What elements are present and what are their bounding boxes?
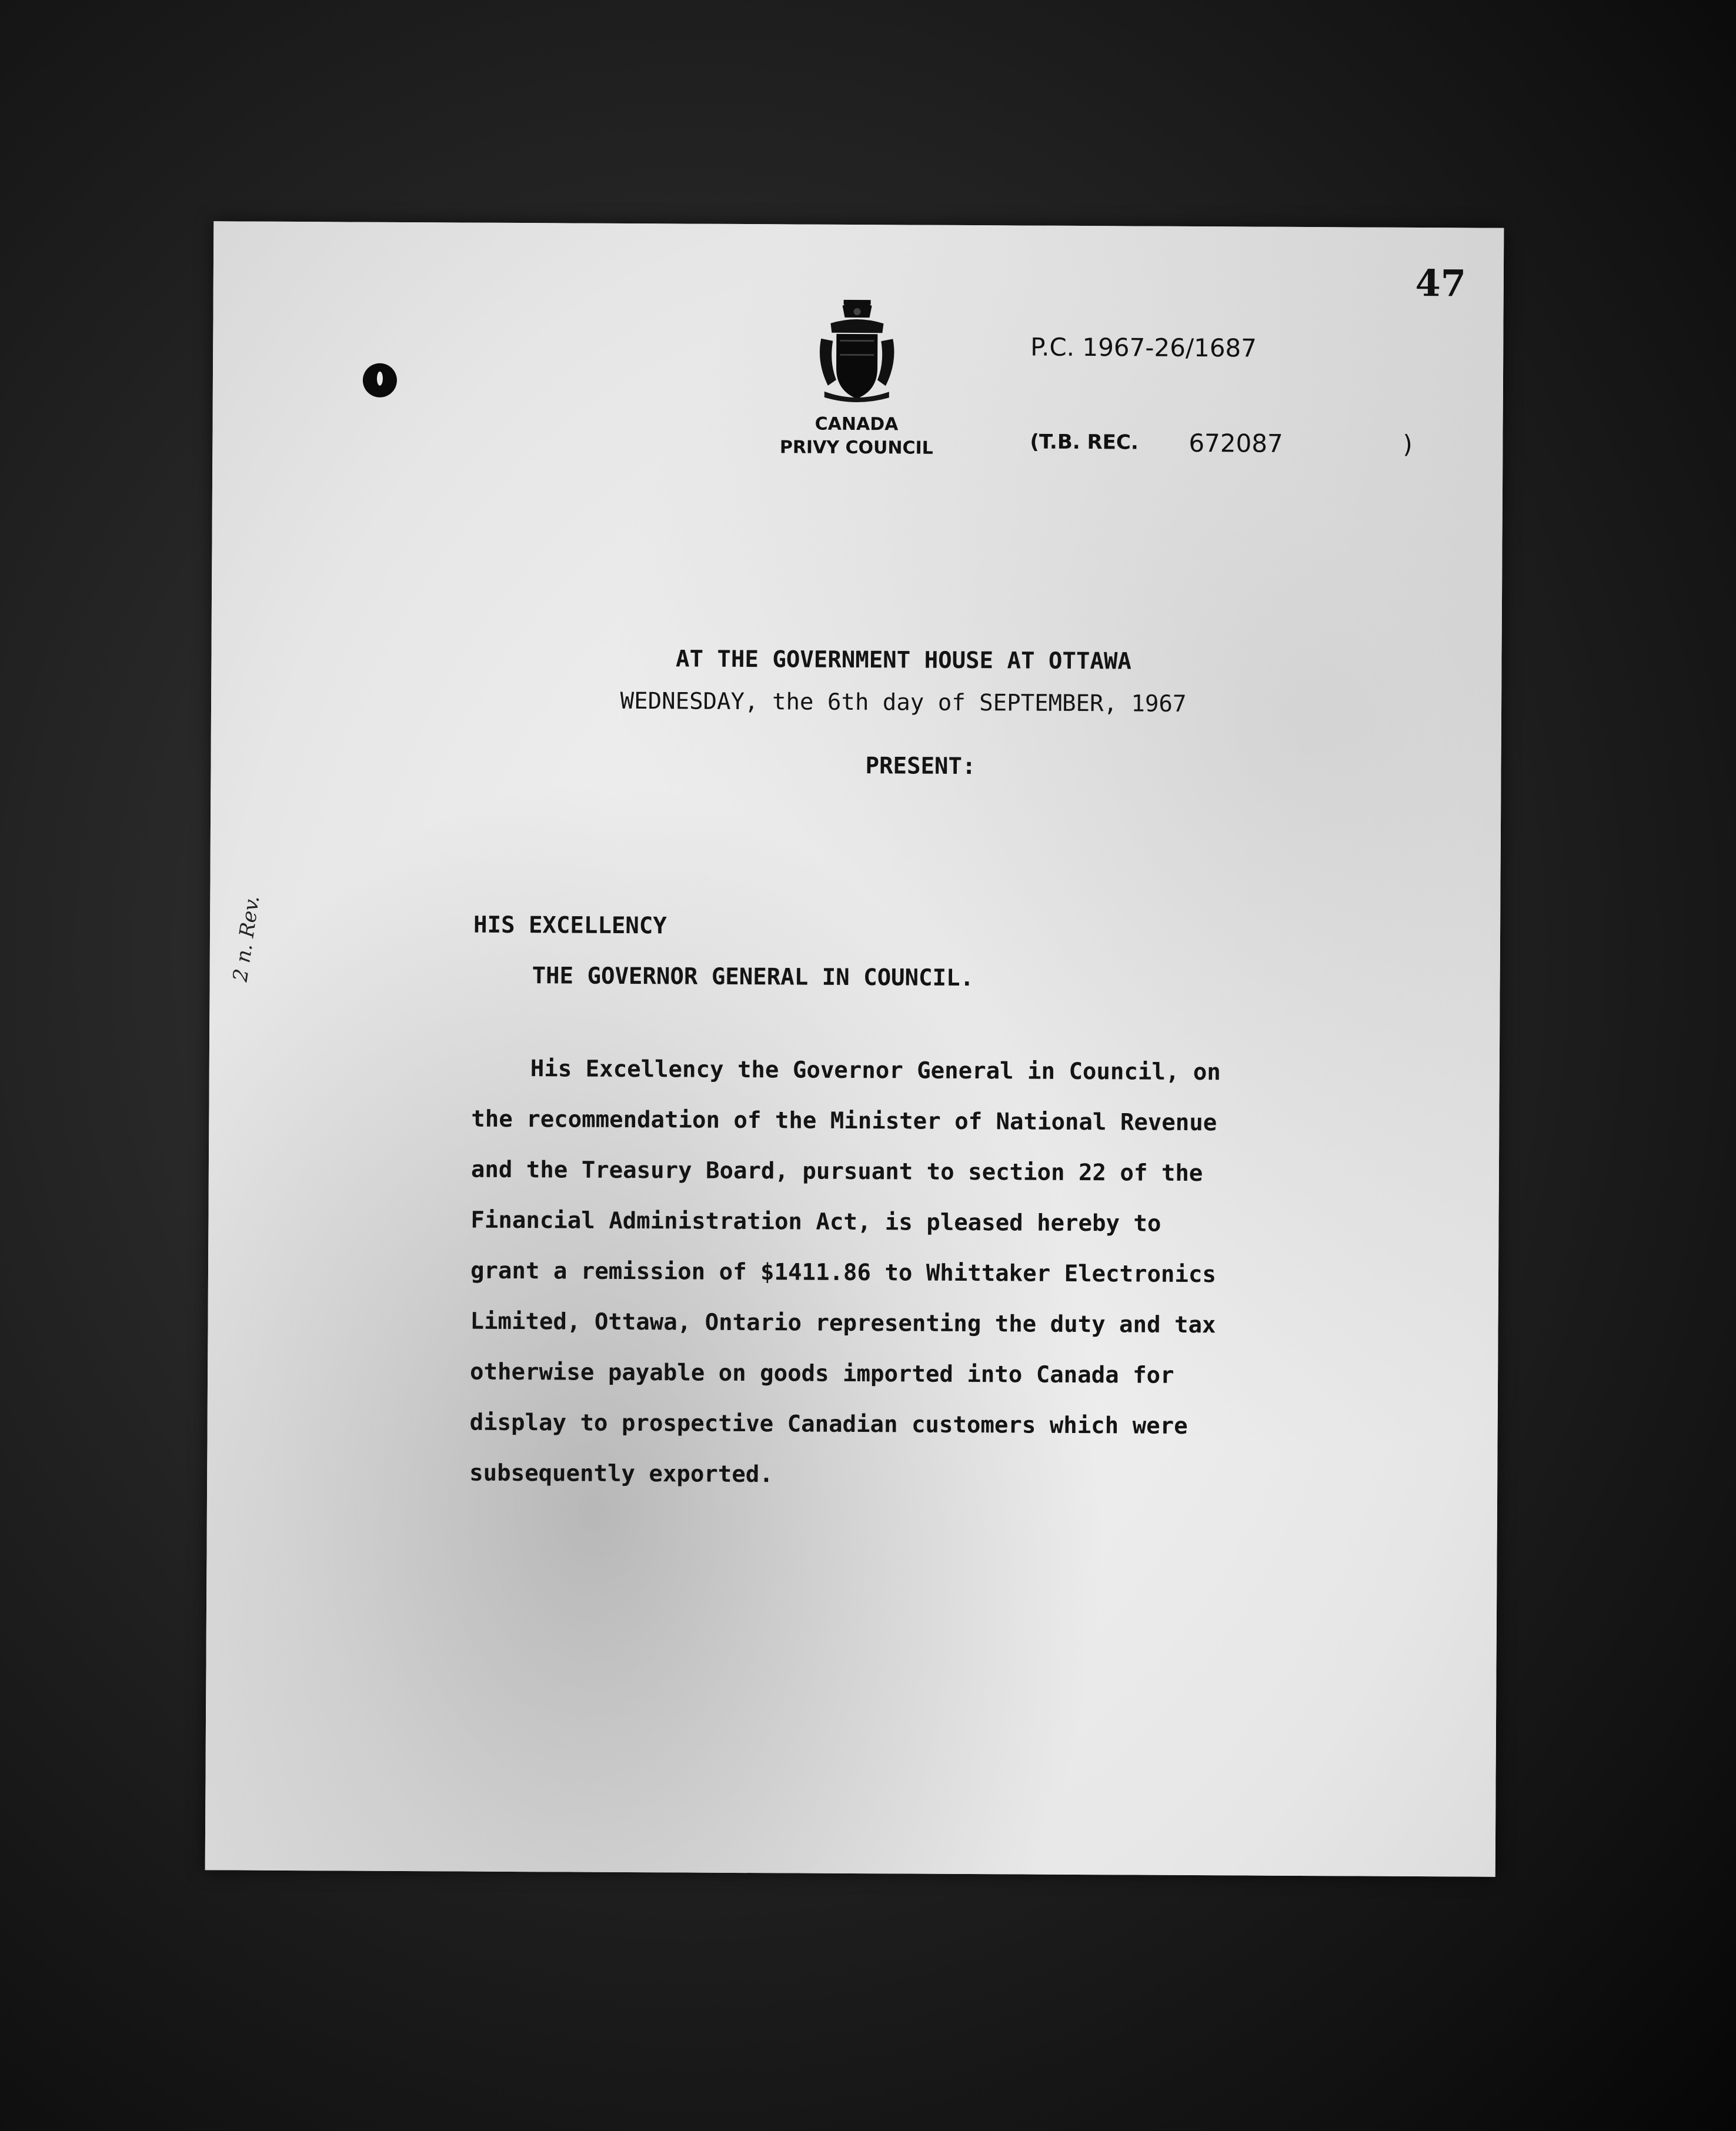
body-line: grant a remission of $1411.86 to Whittaker Electronics xyxy=(470,1257,1217,1288)
letterhead-office: PRIVY COUNCIL xyxy=(779,437,933,459)
document-page xyxy=(205,221,1504,1876)
body-line: display to prospective Canadian customers which were xyxy=(469,1409,1188,1439)
body-line: and the Treasury Board, pursuant to section 22 of the xyxy=(470,1156,1203,1187)
coat-of-arms-icon xyxy=(813,298,902,404)
punch-hole xyxy=(363,363,397,398)
body-line: otherwise payable on goods imported into Canada for xyxy=(469,1358,1174,1389)
tb-rec-label: (T.B. REC. xyxy=(1030,430,1139,455)
tb-rec-number: 672087 xyxy=(1189,428,1283,458)
order-body xyxy=(469,1044,1221,1503)
body-line: the recommendation of the Minister of National Revenue xyxy=(471,1105,1217,1137)
body-line: Limited, Ottawa, Ontario representing the duty and tax xyxy=(470,1308,1216,1339)
present-heading: PRESENT: xyxy=(865,753,976,780)
order-number: P.C. 1967-26/1687 xyxy=(1030,332,1257,363)
governor-general-in-council: THE GOVERNOR GENERAL IN COUNCIL. xyxy=(532,963,974,992)
date-heading: WEDNESDAY, the 6th day of SEPTEMBER, 1967 xyxy=(620,687,1187,717)
place-heading: AT THE GOVERNMENT HOUSE AT OTTAWA xyxy=(675,646,1131,675)
letterhead-country: CANADA xyxy=(814,413,899,435)
handwritten-margin-note: 2 n. Rev. xyxy=(228,894,265,984)
page-number: 47 xyxy=(1415,261,1467,305)
tb-rec-close: ) xyxy=(1403,429,1413,459)
body-line: Financial Administration Act, is pleased hereby to xyxy=(470,1207,1161,1237)
letterhead xyxy=(736,412,977,460)
body-line: subsequently exported. xyxy=(469,1459,773,1488)
his-excellency: HIS EXCELLENCY xyxy=(473,911,667,940)
body-line: His Excellency the Governor General in Council, on xyxy=(530,1056,1221,1086)
